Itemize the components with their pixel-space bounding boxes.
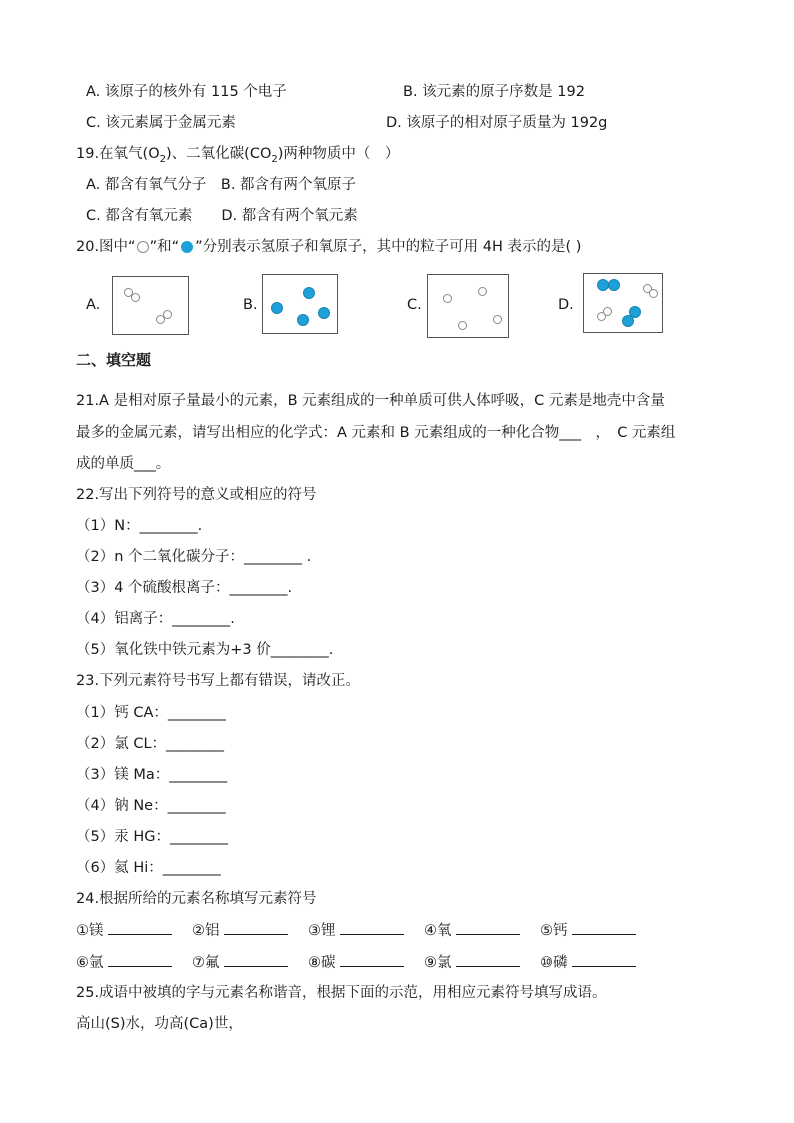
q20-figure-c	[427, 274, 509, 338]
q25-stem: 25.成语中被填的字与元素名称谐音，根据下面的示范，用相应元素符号填写成语。	[76, 985, 607, 1001]
answer-blank[interactable]	[108, 952, 172, 967]
q23-item: （3）镁 Ma：________	[76, 767, 228, 783]
answer-blank[interactable]	[456, 920, 520, 935]
q18-option-b: B. 该元素的原子序数是 192	[403, 84, 585, 100]
q21-line-3: 成的单质___。	[76, 456, 171, 472]
q18-option-a: A. 该原子的核外有 115 个电子	[86, 84, 287, 100]
hydrogen-atom-icon	[478, 287, 487, 296]
oxygen-atom-icon	[271, 302, 283, 314]
q19-stem: 19.在氧气$(O_2)$、二氧化碳$(CO_2)$两种物质中（ ）	[76, 146, 400, 165]
q20-figure-d	[583, 273, 663, 333]
q20-figure-a	[112, 276, 189, 335]
q22-item: （2）n 个二氧化碳分子：________ .	[76, 549, 312, 565]
q22-item: （5）氧化铁中铁元素为+3 价________.	[76, 642, 334, 658]
q21-line-1: 21.A 是相对原子量最小的元素，B 元素组成的一种单质可供人体呼吸，C 元素是地壳中含量	[76, 393, 665, 409]
q20-figure-b	[262, 274, 338, 334]
answer-blank[interactable]	[572, 920, 636, 935]
hydrogen-atom-icon	[603, 307, 612, 316]
q23-stem: 23.下列元素符号书写上都有错误，请改正。	[76, 673, 361, 689]
q24-row-1	[76, 920, 172, 941]
hydrogen-atom-icon	[493, 315, 502, 324]
oxygen-atom-icon	[297, 314, 309, 326]
answer-blank[interactable]	[340, 920, 404, 935]
hydrogen-atom-icon	[443, 294, 452, 303]
answer-blank[interactable]	[340, 952, 404, 967]
oxygen-atom-icon	[622, 315, 634, 327]
q19-options-ab: A. 都含有氧气分子 B. 都含有两个氧原子	[86, 177, 357, 193]
oxygen-atom-icon	[181, 241, 193, 253]
hydrogen-atom-icon	[163, 310, 172, 319]
q25-example: 高山(S)水，功高(Ca)世，	[76, 1016, 243, 1032]
answer-blank[interactable]	[108, 920, 172, 935]
q20-label-c: C.	[407, 297, 422, 313]
q24-row-2: ⑥氩	[76, 952, 172, 973]
hydrogen-atom-icon	[649, 289, 658, 298]
q21-line-2: 最多的金属元素，请写出相应的化学式：A 元素和 B 元素组成的一种化合物___ ， C 元素组	[76, 425, 676, 441]
q24-stem: 24.根据所给的元素名称填写元素符号	[76, 891, 317, 907]
q24-blank-item: ①镁	[76, 923, 172, 939]
q23-item: （5）汞 HG：________	[76, 829, 228, 845]
q18-option-c: C. 该元素属于金属元素	[86, 115, 236, 131]
hydrogen-atom-icon	[458, 321, 467, 330]
oxygen-atom-icon	[318, 307, 330, 319]
hydrogen-atom-icon	[137, 241, 149, 253]
q20-stem: 20.图中“ ”和“ ”分别表示氢原子和氧原子，其中的粒子可用 4H 表示的是( )	[76, 239, 582, 255]
q22-item: （3）4 个硫酸根离子：________.	[76, 580, 293, 596]
answer-blank[interactable]	[224, 920, 288, 935]
section-title: 二、填空题	[76, 351, 152, 369]
hydrogen-atom-icon	[131, 293, 140, 302]
q18-option-d: D. 该原子的相对原子质量为 192g	[386, 115, 608, 131]
answer-blank[interactable]	[224, 952, 288, 967]
answer-blank[interactable]	[572, 952, 636, 967]
q23-item: （1）钙 CA：________	[76, 705, 226, 721]
q22-stem: 22.写出下列符号的意义或相应的符号	[76, 487, 317, 503]
q22-item: （1）N：________.	[76, 518, 203, 534]
q23-item: （6）氦 Hi：________	[76, 860, 221, 876]
oxygen-atom-icon	[608, 279, 620, 291]
q20-label-d: D.	[558, 297, 574, 313]
q20-label-b: B.	[243, 297, 258, 313]
q19-options-cd: C. 都含有氧元素 D. 都含有两个氧元素	[86, 208, 358, 224]
q20-label-a: A.	[86, 297, 101, 313]
answer-blank[interactable]	[456, 952, 520, 967]
q23-item: （2）氯 CL：________	[76, 736, 225, 752]
q22-item: （4）铝离子：________.	[76, 611, 235, 627]
oxygen-atom-icon	[303, 287, 315, 299]
q23-item: （4）钠 Ne：________	[76, 798, 226, 814]
